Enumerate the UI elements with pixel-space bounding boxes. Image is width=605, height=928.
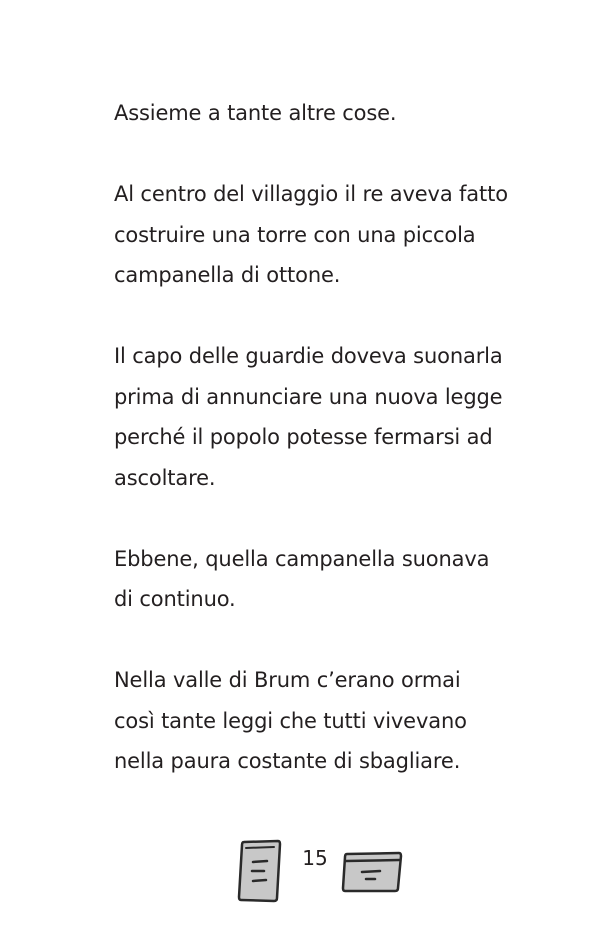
text-line: nella paura costante di sbagliare. <box>114 749 461 773</box>
notice-board-icon <box>340 850 404 894</box>
text-line: Il capo delle guardie doveva suonarla <box>114 344 503 368</box>
text-line: Al centro del villaggio il re aveva fatto <box>114 182 508 206</box>
scroll-document-icon <box>236 838 284 904</box>
text-line: perché il popolo potesse fermarsi ad <box>114 425 493 449</box>
text-line: campanella di ottone. <box>114 263 341 287</box>
paragraph-1 <box>114 93 554 134</box>
text-line: di continuo. <box>114 587 236 611</box>
text-line: Nella valle di Brum c’erano ormai <box>114 668 461 692</box>
paragraph-2 <box>114 174 554 296</box>
text-line: costruire una torre con una piccola <box>114 222 476 247</box>
text-line: ascoltare. <box>114 465 216 490</box>
text-line: prima di annunciare una nuova legge <box>114 384 503 409</box>
paragraph-3 <box>114 336 554 498</box>
paragraph-5 <box>114 660 554 782</box>
paragraph-4 <box>114 539 554 620</box>
page-footer <box>0 836 605 906</box>
text-line: Ebbene, quella campanella suonava <box>114 546 490 571</box>
text-line: così tante leggi che tutti vivevano <box>114 708 467 733</box>
text-line: Assieme a tante altre cose. <box>114 101 397 125</box>
body-text <box>114 93 554 782</box>
page-number: 15 <box>302 846 328 870</box>
